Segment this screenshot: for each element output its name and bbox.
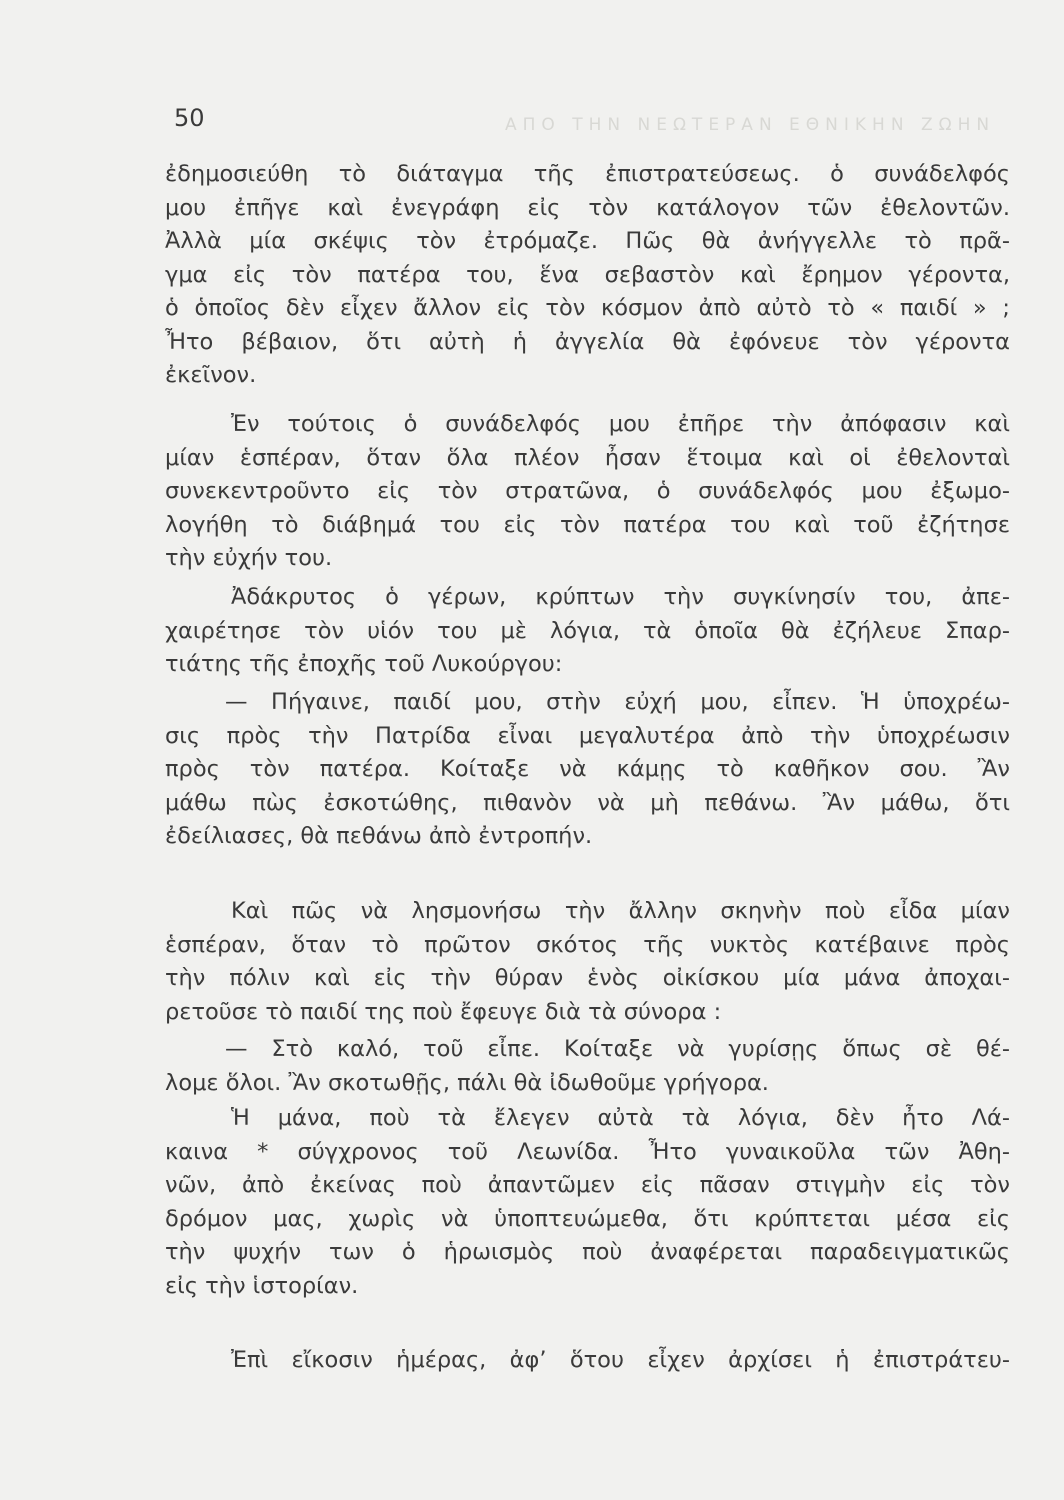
text-line: μάθω πὼς ἐσκοτώθης, πιθανὸν νὰ μὴ πεθάνω. Ἂν μάθω, ὅτι [165, 789, 1010, 816]
text-line: — Πήγαινε, παιδί μου, στὴν εὐχή μου, εἶπεν. Ἡ ὑποχρέω- [225, 689, 1010, 715]
text-line: ἑσπέραν, ὅταν τὸ πρῶτον σκότος τῆς νυκτὸς κατέβαινε πρὸς [165, 931, 1010, 958]
text-line: λογήθη τὸ διάβημά του εἰς τὸν πατέρα του καὶ τοῦ ἐζήτησε [165, 511, 1010, 538]
paragraph-3 [165, 581, 1010, 682]
text-line: Καὶ πῶς νὰ λησμονήσω τὴν ἄλλην σκηνὴν ποὺ εἶδα μίαν [231, 898, 1010, 924]
text-line: λομε ὅλοι. Ἂν σκοτωθῇς, πάλι θὰ ἰδωθοῦμε γρήγορα. [165, 1069, 769, 1096]
text-line: τιάτης τῆς ἐποχῆς τοῦ Λυκούργου: [165, 651, 563, 677]
text-line: ἐδείλιασες, θὰ πεθάνω ἀπὸ ἐντροπήν. [165, 823, 593, 849]
text-line: συνεκεντροῦντο εἰς τὸν στρατῶνα, ὁ συνάδελφός μου ἐξωμο- [165, 478, 1010, 504]
text-line: Ἐπὶ εἴκοσιν ἡμέρας, ἀφ’ ὅτου εἶχεν ἀρχίσει ἡ ἐπιστράτευ- [231, 1347, 1010, 1373]
text-line: δρόμον μας, χωρὶς νὰ ὑποπτευώμεθα, ὅτι κρύπτεται μέσα εἰς [165, 1205, 1010, 1232]
text-line: ρετοῦσε τὸ παιδί της ποὺ ἔφευγε διὰ τὰ σύνορα : [165, 998, 722, 1025]
text-line: τὴν ψυχήν των ὁ ἡρωισμὸς ποὺ ἀναφέρεται παραδειγματικῶς [165, 1239, 1010, 1265]
text-line: Ἦτο βέβαιον, ὅτι αὐτὴ ἡ ἀγγελία θὰ ἐφόνευε τὸν γέροντα [165, 328, 1010, 355]
paragraph-2 [165, 408, 1010, 576]
paragraph-4-dialogue [165, 686, 1010, 854]
text-line: Ἐν τούτοις ὁ συνάδελφός μου ἐπῆρε τὴν ἀπόφασιν καὶ [231, 411, 1010, 437]
text-line: χαιρέτησε τὸν υἱόν του μὲ λόγια, τὰ ὁποῖα θὰ ἐζήλευε Σπαρ- [165, 617, 1010, 644]
text-line: ὁ ὁποῖος δὲν εἶχεν ἄλλον εἰς τὸν κόσμον ἀπὸ αὐτὸ τὸ « παιδί » ; [165, 295, 1010, 321]
text-line: εἰς τὴν ἱστορίαν. [165, 1272, 359, 1299]
text-line: ἐδημοσιεύθη τὸ διάταγμα τῆς ἐπιστρατεύσεως. ὁ συνάδελφός [165, 161, 1010, 187]
text-line: σις πρὸς τὴν Πατρίδα εἶναι μεγαλυτέρα ἀπὸ τὴν ὑποχρέωσιν [165, 722, 1010, 749]
paragraph-8 [165, 1344, 1010, 1378]
text-line: πρὸς τὸν πατέρα. Κοίταξε νὰ κάμῃς τὸ καθῆκον σου. Ἂν [165, 756, 1010, 782]
paragraph-6-dialogue [165, 1033, 1010, 1100]
text-line: Ἡ μάνα, ποὺ τὰ ἔλεγεν αὐτὰ τὰ λόγια, δὲν ἦτο Λά- [231, 1105, 1010, 1131]
paragraph-7 [165, 1102, 1010, 1303]
paragraph-5 [165, 895, 1010, 1029]
paragraph-1 [165, 158, 1010, 393]
text-line: τὴν πόλιν καὶ εἰς τὴν θύραν ἑνὸς οἰκίσκου μία μάνα ἀποχαι- [165, 965, 1010, 991]
text-line: — Στὸ καλό, τοῦ εἶπε. Κοίταξε νὰ γυρίσῃς ὅπως σὲ θέ- [225, 1036, 1010, 1062]
text-line: Ἀδάκρυτος ὁ γέρων, κρύπτων τὴν συγκίνησίν του, ἀπε- [231, 584, 1010, 610]
text-line: μου ἐπῆγε καὶ ἐνεγράφη εἰς τὸν κατάλογον τῶν ἐθελοντῶν. [165, 194, 1010, 221]
text-line: γμα εἰς τὸν πατέρα του, ἕνα σεβαστὸν καὶ ἔρημον γέροντα, [165, 261, 1010, 288]
page-number: 50 [174, 104, 205, 132]
text-line: ἐκεῖνον. [165, 362, 257, 388]
text-line: τὴν εὐχήν του. [165, 545, 333, 571]
text-line: νῶν, ἀπὸ ἐκείνας ποὺ ἀπαντῶμεν εἰς πᾶσαν στιγμὴν εἰς τὸν [165, 1172, 1010, 1198]
text-line: καινα * σύγχρονος τοῦ Λεωνίδα. Ἦτο γυναικοῦλα τῶν Ἀθη- [165, 1138, 1010, 1165]
running-title-bleedthrough: ΑΠΟ ΤΗΝ ΝΕΩΤΕΡΑΝ ΕΘΝΙΚΗΝ ΖΩΗΝ [505, 115, 996, 135]
text-line: Ἀλλὰ μία σκέψις τὸν ἐτρόμαζε. Πῶς θὰ ἀνήγγελλε τὸ πρᾶ- [165, 228, 1010, 254]
text-line: μίαν ἑσπέραν, ὅταν ὅλα πλέον ἦσαν ἕτοιμα καὶ οἱ ἐθελονταὶ [165, 444, 1010, 471]
